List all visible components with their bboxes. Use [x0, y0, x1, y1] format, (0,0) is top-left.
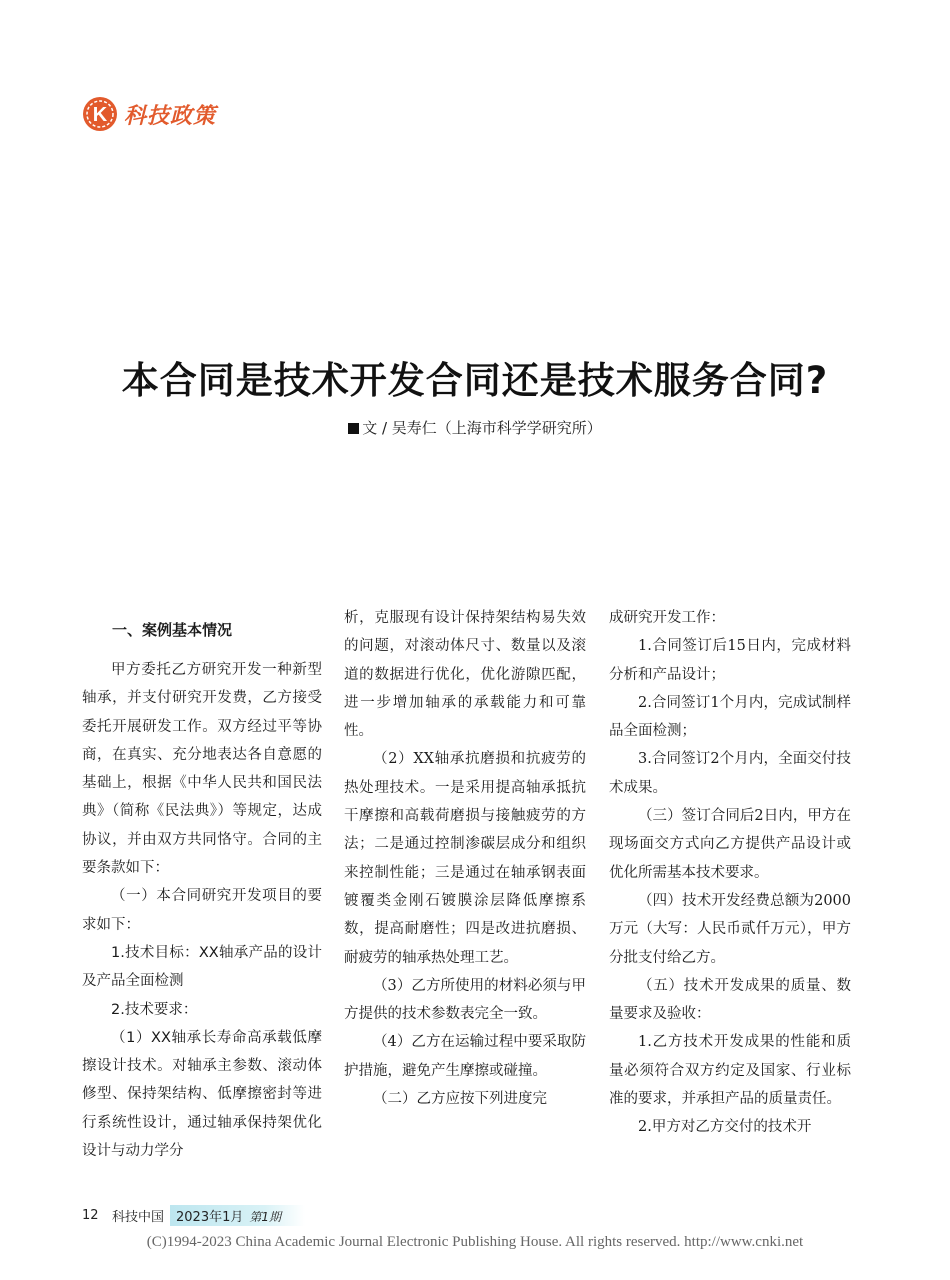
article-title: 本合同是技术开发合同还是技术服务合同? [121, 359, 829, 402]
issue-date: 2023年1月 [176, 1209, 244, 1225]
paragraph: 2.技术要求： [111, 1001, 198, 1018]
paragraph: 2.甲方对乙方交付的技术开 [638, 1119, 812, 1136]
paragraph: （五）技术开发成果的质量、数量要求及验收： [609, 977, 851, 1023]
page-footer [82, 1205, 305, 1225]
section-heading: 一、案例基本情况 [112, 621, 233, 639]
byline-square-icon [348, 423, 359, 434]
paragraph: （3）乙方所使用的材料必须与甲方提供的技术参数表完全一致。 [344, 977, 586, 1023]
column-1 [82, 616, 322, 1165]
paragraph: （一）本合同研究开发项目的要求如下： [82, 888, 322, 933]
paragraph: （1）XX轴承长寿命高承载低摩擦设计技术。对轴承主参数、滚动体修型、保持架结构、低摩擦密封等进行系统性设计，通过轴承保持架优化设计与动力学分 [82, 1029, 322, 1160]
paragraph: 1.合同签订后15日内，完成材料分析和产品设计； [609, 638, 851, 683]
paragraph: （2）XX轴承抗磨损和抗疲劳的热处理技术。一是采用提高轴承抵抗干摩擦和高载荷磨损与接触疲劳的方法；二是通过控制渗碳层成分和组织来控制性能；三是通过在轴承钢表面镀覆类金刚石镀膜涂层降低摩擦系数，提高耐磨性；四是改进抗磨损、耐疲劳的轴承热处理工艺。 [344, 751, 586, 966]
paragraph: （4）乙方在运输过程中要采取防护措施，避免产生摩擦或碰撞。 [344, 1034, 586, 1079]
paragraph-continued: 析，克服现有设计保持架结构易失效的问题，对滚动体尺寸、数量以及滚道的数据进行优化，优化游隙匹配，进一步增加轴承的承载能力和可靠性。 [344, 610, 586, 740]
column-2 [344, 604, 586, 1113]
svg-text:K: K [92, 104, 108, 126]
issue-number: 第1期 [249, 1209, 282, 1224]
paragraph: （二）乙方应按下列进度完 [373, 1091, 547, 1108]
issue-band [170, 1205, 305, 1226]
column-3 [609, 604, 851, 1142]
journal-name: 科技中国 [112, 1209, 165, 1225]
paragraph: 1.乙方技术开发成果的性能和质量必须符合双方约定及国家、行业标准的要求，并承担产品的质量责任。 [609, 1034, 851, 1108]
paragraph: （四）技术开发经费总额为2000万元（大写：人民币贰仟万元），甲方分批支付给乙方。 [609, 892, 851, 966]
section-label: 科技政策 [124, 103, 217, 129]
k-logo-icon [82, 96, 118, 132]
paragraph: （三）签订合同后2日内，甲方在现场面交方式向乙方提供产品设计或优化所需基本技术要求。 [609, 808, 851, 881]
paragraph: 2.合同签订1个月内，完成试制样品全面检测； [609, 694, 851, 740]
section-logo [82, 96, 216, 132]
paragraph: 甲方委托乙方研究开发一种新型轴承，并支付研究开发费，乙方接受委托开展研发工作。双方经过平等协商，在真实、充分地表达各自意愿的基础上，根据《中华人民共和国民法典》（简称《民法典》）等规定，达成协议，并由双方共同恪守。合同的主要条款如下： [82, 662, 322, 877]
paragraph: 3.合同签订2个月内，全面交付技术成果。 [609, 751, 851, 796]
paragraph-continued: 成研究开发工作： [609, 610, 725, 626]
byline [0, 417, 950, 438]
paragraph: 1.技术目标：XX轴承产品的设计及产品全面检测 [82, 944, 322, 990]
byline-text: 文 / 吴寿仁（上海市科学学研究所） [362, 419, 602, 437]
copyright-notice: (C)1994-2023 China Academic Journal Electronic Publishing House. All rights reserved. http://www.cnki.net [146, 1234, 804, 1250]
page-number: 12 [82, 1207, 99, 1223]
